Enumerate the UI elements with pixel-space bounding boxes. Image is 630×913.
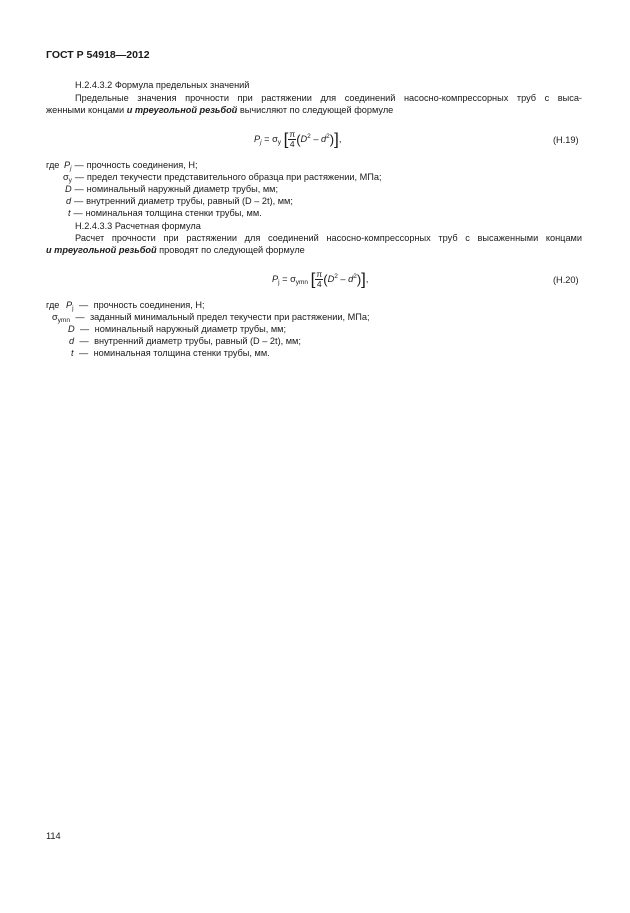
legend-2-row: $P_j$ — прочность соединения, Н; [66,300,205,312]
legend-2-lead: где [46,300,60,310]
legend-1-row: D — номинальный наружный диаметр трубы, мм; [65,184,279,194]
paragraph-1-line-1: Предельные значения прочности при растяжении для соединений насосно-компрессорных труб с выса- [75,93,582,103]
paragraph-2-line-2: и треугольной резьбой проводят по следующей формуле [46,245,305,255]
emphasis-text: и треугольной резьбой [126,105,238,115]
formula-h19: $P_j = \sigma_y$ [ $\frac{\pi}{4}$ $(D^2 - d^2)$], [254,129,342,149]
legend-1-row: $P_j$ — прочность соединения, Н; [64,160,198,172]
formula-number-h19: (Н.19) [553,135,579,145]
paragraph-1-line-2: женными концами и треугольной резьбой вычисляют по следующей формуле [46,105,394,115]
formula-h20: $P_j = \sigma_{ymn}$ [ $\frac{\pi}{4}$ $(D^2 - d^2)$], [272,269,369,289]
paragraph-2-line-1: Расчет прочности при растяжении для соединений насосно-компрессорных труб с высаженными концами [75,233,582,243]
legend-1-row: d — внутренний диаметр трубы, равный (D – 2t), мм; [66,196,293,206]
legend-2-row: $\sigma_{ymn}$ — заданный минимальный предел текучести при растяжении, МПа; [52,312,370,324]
legend-1-lead: где [46,160,60,170]
section-heading-1: Н.2.4.3.2 Формула предельных значений [75,80,250,90]
legend-1-row: t — номинальная толщина стенки трубы, мм. [68,208,262,218]
legend-2-row: D — номинальный наружный диаметр трубы, мм; [68,324,287,334]
legend-2-row: d — внутренний диаметр трубы, равный (D – 2t), мм; [69,336,301,346]
legend-2-row: t — номинальная толщина стенки трубы, мм. [71,348,270,358]
document-header: ГОСТ Р 54918—2012 [46,49,150,61]
formula-number-h20: (Н.20) [553,275,579,285]
emphasis-text: и треугольной резьбой [46,245,157,255]
page-number: 114 [46,831,61,841]
section-heading-2: Н.2.4.3.3 Расчетная формула [75,221,201,231]
legend-1-row: $\sigma_y$ — предел текучести представительного образца при растяжении, МПа; [63,172,382,184]
